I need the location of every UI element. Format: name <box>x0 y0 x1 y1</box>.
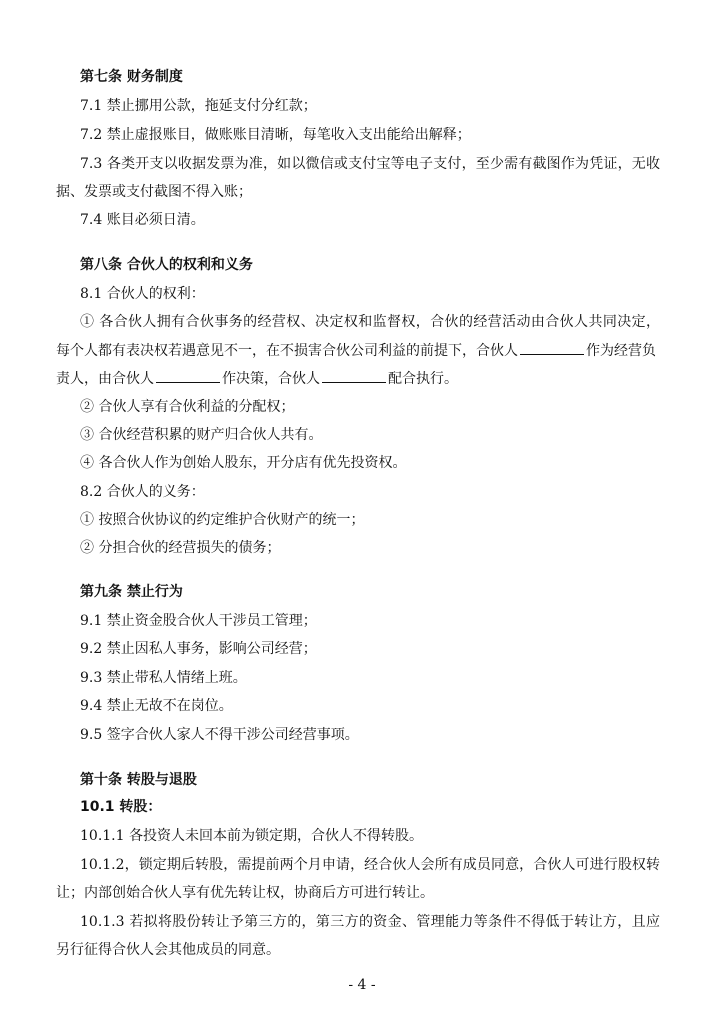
page-number: - 4 - <box>348 977 376 993</box>
right-4: ④ 各合伙人作为创始人股东，开分店有优先投资权。 <box>80 455 407 471</box>
right-3: ③ 合伙经营积累的财产归合伙人共有。 <box>80 427 323 443</box>
right-1-line2 <box>56 340 656 361</box>
blank-line <box>520 340 584 355</box>
clause-10-1-3-line2: 另行征得合伙人会其他成员的同意。 <box>56 942 280 958</box>
clause-10-1-1: 10.1.1 各投资人未回本前为锁定期，合伙人不得转股。 <box>80 828 423 844</box>
right-1-line2-text-b: 作为经营负 <box>586 343 656 359</box>
clause-10-1-2-line1: 10.1.2，锁定期后转股，需提前两个月申请，经合伙人会所有成员同意，合伙人可进行股权转 <box>80 857 660 873</box>
blank-line <box>322 368 386 383</box>
article-9-title: 第九条 禁止行为 <box>80 584 183 600</box>
clause-7-4: 7.4 账目必须日清。 <box>80 212 205 228</box>
clause-10-1-2-line2: 让；内部创始合伙人享有优先转让权，协商后方可进行转让。 <box>56 885 434 901</box>
right-1-line2-text-a: 每个人都有表决权若遇意见不一，在不损害合伙公司利益的前提下，合伙人 <box>56 343 518 359</box>
right-1-line3-text-a: 责人，由合伙人 <box>56 371 154 387</box>
right-1-line3-text-b: 作决策，合伙人 <box>222 371 320 387</box>
clause-9-3: 9.3 禁止带私人情绪上班。 <box>80 670 247 686</box>
clause-9-1: 9.1 禁止资金股合伙人干涉员工管理； <box>80 613 317 629</box>
right-1-line1: ① 各合伙人拥有合伙事务的经营权、决定权和监督权，合伙的经营活动由合伙人共同决定， <box>80 314 660 330</box>
clause-8-1-heading: 8.1 合伙人的权利： <box>80 286 205 302</box>
clause-7-3-line2: 据、发票或支付截图不得入账； <box>56 184 252 200</box>
clause-10-1-heading: 10.1 转股： <box>80 799 162 815</box>
blank-line <box>156 368 220 383</box>
clause-8-2-heading: 8.2 合伙人的义务： <box>80 484 205 500</box>
clause-7-2: 7.2 禁止虚报账目，做账账目清晰，每笔收入支出能给出解释； <box>80 127 471 143</box>
duty-2: ② 分担合伙的经营损失的债务； <box>80 540 281 556</box>
clause-9-2: 9.2 禁止因私人事务，影响公司经营； <box>80 641 317 657</box>
clause-9-5: 9.5 签字合伙人家人不得干涉公司经营事项。 <box>80 727 359 743</box>
article-8-title: 第八条 合伙人的权利和义务 <box>80 257 253 273</box>
right-2: ② 合伙人享有合伙利益的分配权； <box>80 399 295 415</box>
duty-1: ① 按照合伙协议的约定维护合伙财产的统一； <box>80 512 365 528</box>
right-1-line3 <box>56 368 636 389</box>
article-7-title: 第七条 财务制度 <box>80 69 183 85</box>
clause-7-1: 7.1 禁止挪用公款，拖延支付分红款； <box>80 98 317 114</box>
clause-7-3-line1: 7.3 各类开支以收据发票为准，如以微信或支付宝等电子支付，至少需有截图作为凭证，无收 <box>80 156 660 172</box>
article-10-title: 第十条 转股与退股 <box>80 772 197 788</box>
clause-10-1-3-line1: 10.1.3 若拟将股份转让予第三方的，第三方的资金、管理能力等条件不得低于转让方，且应 <box>80 914 660 930</box>
right-1-line3-text-c: 配合执行。 <box>388 371 458 387</box>
clause-9-4: 9.4 禁止无故不在岗位。 <box>80 698 233 714</box>
